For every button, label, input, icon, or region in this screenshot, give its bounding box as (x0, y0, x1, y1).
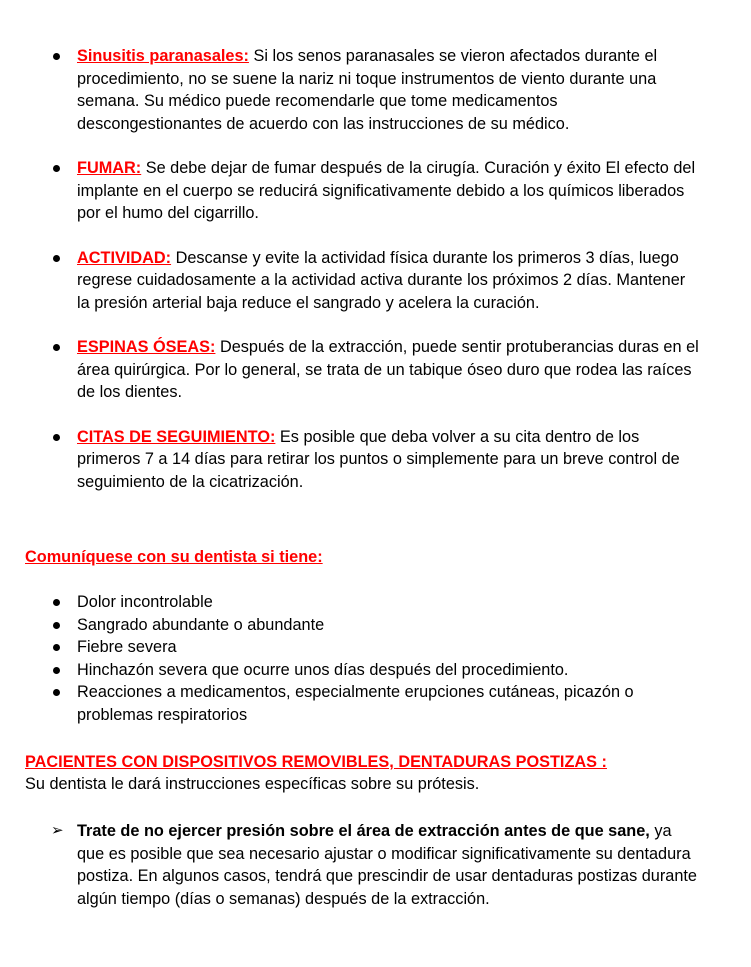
care-item-text: Se debe dejar de fumar después de la cirugía. Curación y éxito El efecto del implante en el cuerpo se reducirá significativamente debido a los químicos liberados por el humo del cigarrillo. (77, 159, 696, 222)
dentures-tip-bold: Trate de no ejercer presión sobre el área de extracción antes de que sane, (77, 822, 650, 840)
bullet-icon (53, 689, 60, 696)
care-item-label: CITAS DE SEGUIMIENTO: (77, 427, 276, 446)
symptom-item (0, 614, 751, 637)
symptom-text: Fiebre severa (77, 638, 177, 656)
care-item-label: ACTIVIDAD: (77, 248, 172, 267)
care-item-label: ESPINAS ÓSEAS: (77, 338, 216, 356)
bullet-icon (53, 344, 60, 351)
dentures-tips-list (0, 820, 751, 910)
symptom-text: Hinchazón severa que ocurre unos días después del procedimiento. (77, 660, 569, 679)
care-instructions-list (0, 45, 751, 493)
contact-heading: Comuníquese con su dentista si tiene: (25, 548, 323, 566)
care-item-bone-spurs (0, 336, 751, 404)
symptom-text: Dolor incontrolable (77, 593, 213, 611)
bullet-icon (53, 255, 60, 262)
dentures-heading: PACIENTES CON DISPOSITIVOS REMOVIBLES, DENTADURAS POSTIZAS : (25, 753, 607, 771)
dentures-intro: Su dentista le dará instrucciones específicas sobre su prótesis. (25, 775, 480, 793)
care-item-text: Después de la extracción, puede sentir protuberancias duras en el área quirúrgica. Por lo general, se trata de un tabique óseo duro que rodea las raíces de los dientes. (77, 338, 699, 401)
care-item-smoking (0, 157, 751, 225)
bullet-icon (53, 434, 60, 441)
bullet-icon (53, 165, 60, 172)
symptom-text: Reacciones a medicamentos, especialmente erupciones cutáneas, picazón o problemas respiratorios (77, 683, 634, 724)
symptom-item (0, 659, 751, 682)
bullet-icon (53, 599, 60, 606)
care-item-label: Sinusitis paranasales: (77, 47, 249, 65)
contact-symptoms-list (0, 591, 751, 726)
care-item-activity (0, 247, 751, 315)
bullet-icon (53, 622, 60, 629)
bullet-icon (53, 644, 60, 651)
care-item-text: Es posible que deba volver a su cita dentro de los primeros 7 a 14 días para retirar los puntos o simplemente para un breve control de seguimiento de la cicatrización. (77, 427, 680, 491)
care-item-sinusitis (0, 45, 751, 135)
bullet-icon (53, 667, 60, 674)
arrow-bullet-icon: ➢ (51, 822, 64, 839)
care-item-text: Si los senos paranasales se vieron afectados durante el procedimiento, no se suene la nariz ni toque instrumentos de viento durante una semana. Su médico puede recomendarle que tome medicamentos descongestionantes de acuerdo con las instrucciones de su médico. (77, 47, 658, 133)
symptom-item (0, 681, 751, 726)
dentures-tip-text: ya que es posible que sea necesario ajustar o modificar significativamente su dentadura postiza. En algunos casos, tendrá que prescindir de usar dentaduras postizas durante algún tiempo (días o semanas) después de la extracción. (77, 822, 697, 908)
symptom-text: Sangrado abundante o abundante (77, 615, 325, 634)
dentures-tip (0, 820, 751, 910)
care-item-text: Descanse y evite la actividad física durante los primeros 3 días, luego regrese cuidadosamente a la actividad activa durante los próximos 2 días. Mantener la presión arterial baja reduce el sangrado y acelera la curación. (77, 248, 686, 312)
symptom-item (0, 636, 751, 659)
symptom-item (0, 591, 751, 614)
bullet-icon (53, 53, 60, 60)
care-item-follow-up (0, 426, 751, 494)
care-item-label: FUMAR: (77, 159, 142, 177)
